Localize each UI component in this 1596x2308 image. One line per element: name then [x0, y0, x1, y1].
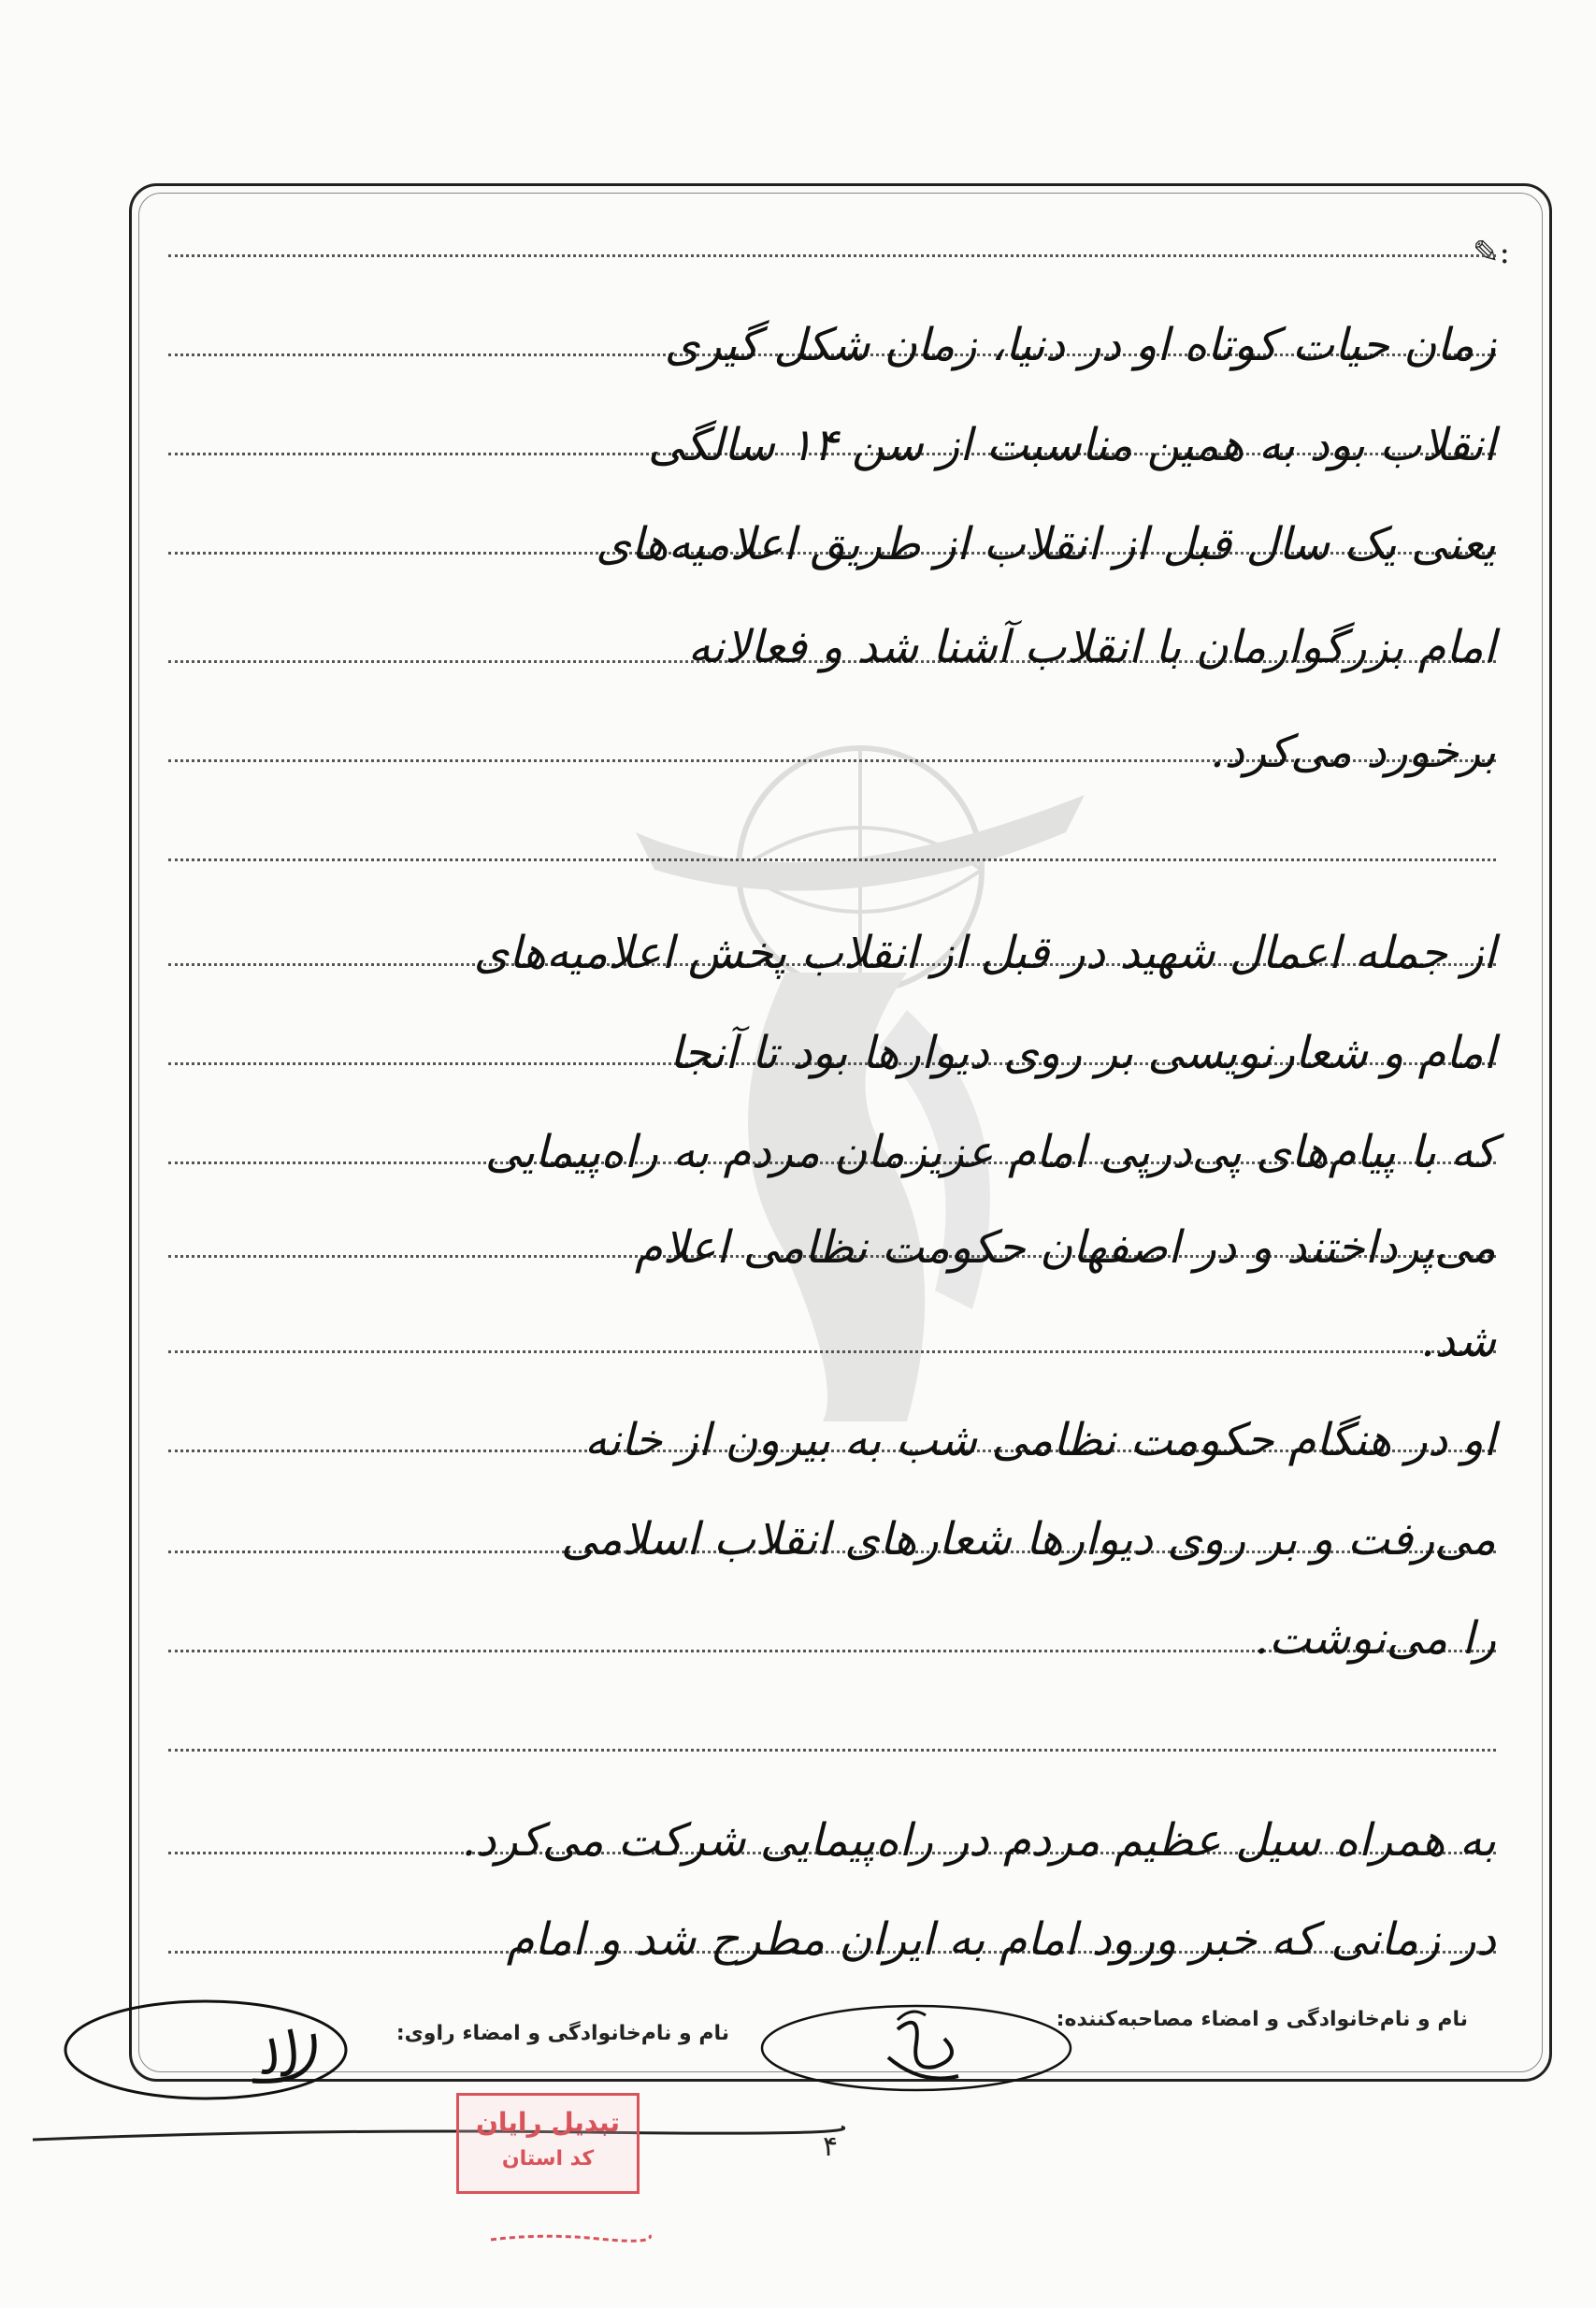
- text-line: انقلاب بود به همین مناسبت از سن ۱۴ سالگی: [647, 419, 1496, 471]
- text-line: امام و شعارنویسی بر روی دیوارها بود تا آنجا: [669, 1027, 1496, 1079]
- interviewer-signature: [757, 1992, 1085, 2104]
- text-line: می‌رفت و بر روی دیوارها شعارهای انقلاب اسلامی: [560, 1513, 1496, 1565]
- text-line: زمان حیات کوتاه او در دنیا، زمان شکل گیری: [664, 319, 1496, 371]
- stamp-line-1: تبدیل رایان: [475, 2107, 620, 2138]
- signature-underline: [28, 2121, 851, 2149]
- pen-icon: ✎:: [1473, 234, 1510, 271]
- stamp-line-2: کد استان: [501, 2147, 595, 2171]
- text-line: یعنی یک سال قبل از انقلاب از طریق اعلامیه‌های: [596, 518, 1496, 570]
- text-line: او در هنگام حکومت نظامی شب به بیرون از خانه: [583, 1414, 1496, 1466]
- text-line: برخورد می‌کرد.: [1210, 726, 1496, 778]
- text-line: که با پیام‌های پی‌در‌پی امام عزیزمان مردم به راه‌پیمایی: [484, 1126, 1496, 1178]
- text-line: شد.: [1420, 1315, 1496, 1367]
- narrator-signature: [56, 1983, 365, 2113]
- text-line: از جمله اعمال شهید در قبل از انقلاب پخش اعلامیه‌های: [473, 927, 1496, 979]
- page-number: ۴: [823, 2130, 839, 2163]
- ruled-line: [168, 858, 1496, 861]
- ruled-line: [168, 254, 1496, 257]
- text-line: به همراه سیل عظیم مردم در راه‌پیمایی شرکت می‌کرد.: [461, 1814, 1496, 1867]
- writing-area: [168, 0, 1496, 2308]
- text-line: در زمانی که خبر ورود امام به ایران مطرح شد و امام: [506, 1913, 1496, 1966]
- text-line: امام بزرگوارمان با انقلاب آشنا شد و فعالانه: [687, 621, 1496, 673]
- stamp-mark: [486, 2226, 654, 2254]
- text-line: را می‌نوشت.: [1254, 1612, 1496, 1665]
- text-line: می‌پرداختند و در اصفهان حکومت نظامی اعلام: [635, 1221, 1496, 1274]
- ruled-line: [168, 1749, 1496, 1752]
- archive-stamp: [456, 2093, 640, 2194]
- narrator-label: نام و نام‌خانوادگی و امضاء راوی:: [395, 2022, 729, 2045]
- interviewer-label: نام و نام‌خانوادگی و امضاء مصاحبه‌کننده:: [1056, 2008, 1468, 2031]
